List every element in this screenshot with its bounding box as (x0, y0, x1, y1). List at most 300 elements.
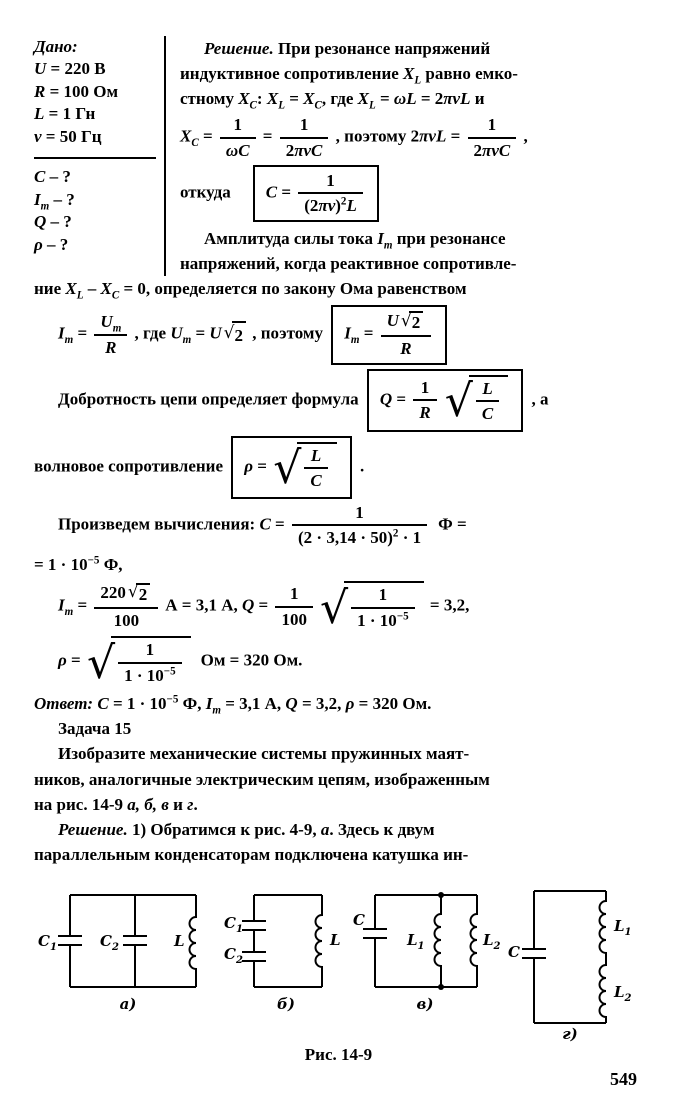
text-run: , а (527, 388, 549, 408)
given-value (34, 126, 156, 148)
superscript: −5 (163, 664, 176, 677)
label-c: C (507, 943, 520, 962)
text-run: 2 (138, 585, 148, 605)
math-var: I (205, 694, 213, 714)
subscript: L (414, 74, 422, 87)
math-var: C (34, 167, 46, 187)
label-l2: $L_2$ (613, 983, 632, 1005)
denominator (220, 139, 256, 161)
subscript: m (64, 334, 74, 347)
text-run: . (193, 794, 198, 814)
text-run: = 1 · 10 (108, 694, 167, 714)
radical-icon: √ (86, 638, 116, 690)
subscript: C (249, 99, 257, 112)
text-run: При резонансе напряжений (273, 39, 491, 58)
problem-15-section (34, 716, 643, 867)
label-l1: $L_1$ (613, 917, 632, 939)
text-run: равно емко- (421, 64, 518, 84)
text-run: = 0, определяется по закону Ома равенством (119, 278, 467, 298)
problem-text (34, 792, 643, 817)
text-run: = (73, 323, 92, 343)
solution-column (166, 36, 643, 276)
label-l1: $L_1$ (406, 931, 425, 953)
text-run: 100 (113, 610, 140, 630)
math-var: Q (242, 595, 255, 615)
figure-v-caption: в) (416, 995, 434, 1014)
subscript: C (111, 289, 120, 302)
text-run: = (73, 595, 92, 615)
text-run: – (83, 278, 101, 298)
given-box (34, 36, 166, 276)
math-var: ν (34, 126, 42, 146)
numerator (280, 115, 329, 139)
numerator (476, 379, 499, 403)
fraction (220, 115, 256, 160)
text-line (34, 817, 643, 842)
text-run: 1 (326, 170, 335, 190)
text-run: параллельным конденсаторам подключена катушка ин- (34, 845, 469, 865)
text-run: . Здесь к двум (329, 819, 435, 839)
text-run: : (256, 89, 267, 109)
subscript: m (64, 605, 74, 618)
formula-line (34, 503, 643, 548)
math-var: πνC (294, 141, 323, 161)
subscript: m (383, 239, 393, 252)
text-run: , где (130, 323, 171, 343)
fraction (94, 312, 127, 357)
text-run: при резонансе (392, 228, 506, 248)
label-c: C (352, 911, 365, 930)
formula-box (253, 165, 379, 222)
numerator (381, 311, 432, 337)
radicand (111, 636, 191, 687)
fraction (280, 115, 329, 160)
math-var: πνL (419, 126, 447, 146)
denominator (94, 609, 158, 631)
label-l: L (174, 932, 185, 951)
math-var: X (266, 89, 279, 109)
denominator (468, 139, 517, 161)
solution-main-section (34, 276, 643, 716)
subscript: m (182, 334, 192, 347)
fraction (468, 115, 517, 160)
text-run: , поэтому 2 (331, 126, 420, 146)
text-run: Задача 15 (58, 719, 132, 739)
fraction (94, 583, 158, 630)
math-var: L (482, 378, 493, 398)
text-run: – ? (46, 212, 72, 232)
formula-line (180, 165, 643, 222)
formula-box (367, 369, 523, 432)
numerator (292, 503, 427, 527)
math-var: Q (34, 212, 47, 232)
math-var: Решение. (58, 819, 128, 839)
label-c2: $C_2$ (100, 932, 119, 954)
text-run: 1 (378, 584, 388, 604)
text-run: 1 (420, 377, 430, 397)
math-var: I (344, 323, 351, 343)
answer-line (34, 691, 643, 716)
denominator (413, 401, 436, 423)
text-run: = (446, 126, 465, 146)
math-var: ρ (34, 234, 43, 254)
label-c1: $C_1$ (38, 932, 57, 954)
subscript: L (368, 99, 376, 112)
text-run: 1 (355, 502, 364, 522)
numerator (298, 171, 363, 195)
text-run: 1 (289, 583, 299, 603)
inductor-icon (190, 895, 197, 987)
math-var: ρ (244, 456, 254, 476)
math-var: R (419, 403, 431, 423)
text-run: = 3,2, (425, 595, 470, 615)
subscript: m (112, 322, 122, 335)
math-var: ωL (393, 89, 417, 109)
figure-a-caption: а) (119, 995, 137, 1014)
wire (375, 895, 477, 987)
text-run: 220 (100, 582, 126, 602)
subscript: m (40, 200, 50, 213)
math-var: ωC (225, 141, 250, 161)
text-run: индуктивное сопротивление (180, 64, 404, 84)
numerator (413, 378, 436, 402)
denominator (280, 139, 329, 161)
text-run: ников, аналогичные электрическим цепям, изображенным (34, 769, 490, 789)
denominator (476, 402, 499, 424)
fraction (304, 446, 327, 491)
formula-line (34, 581, 643, 635)
math-var: πν (318, 196, 336, 216)
numerator (220, 115, 256, 139)
math-var: C (265, 182, 278, 202)
superscript: −5 (166, 693, 179, 706)
math-var: Q (379, 388, 393, 408)
text-run: = 3,2, (297, 694, 346, 714)
superscript: −5 (87, 554, 100, 567)
text-run: = (270, 514, 289, 534)
label-c1: $C_1$ (224, 914, 244, 936)
text-run: а, б, в (127, 794, 169, 814)
label-l2: $L_2$ (482, 931, 501, 953)
subscript: L (76, 289, 84, 302)
math-var: R (105, 337, 117, 357)
text-run: 1 · 10 (357, 610, 397, 630)
math-var: L (310, 445, 322, 465)
given-title (34, 36, 156, 58)
label-c2: $C_2$ (224, 945, 244, 967)
text-run: = (198, 126, 217, 146)
text-run: и (168, 794, 188, 814)
text-line (180, 226, 643, 251)
text-run: Амплитуда силы тока (204, 228, 378, 248)
radicand (344, 581, 424, 632)
text-run: 1 · 10 (124, 665, 164, 685)
math-var: C (97, 694, 109, 714)
text-run: 2 (473, 141, 483, 161)
math-var: πνL (443, 89, 471, 109)
figure-g-caption: г) (562, 1025, 578, 1044)
text-run: = (253, 456, 272, 476)
text-run: = (258, 126, 277, 146)
text-run: = (277, 182, 296, 202)
math-var: U (386, 311, 399, 331)
text-run: = 1 Гн (44, 104, 96, 124)
inductor-icon (599, 891, 606, 1023)
text-line (34, 276, 643, 301)
text-run: 100 (281, 609, 307, 629)
math-var: I (34, 189, 41, 209)
text-run: (2 (304, 196, 319, 216)
text-run: Ф, (99, 554, 123, 574)
given-unknown (34, 211, 156, 233)
math-var: ρ (345, 694, 355, 714)
inductor-icon (316, 895, 323, 987)
math-var: C (481, 404, 494, 424)
math-var: I (58, 595, 65, 615)
formula-line (34, 636, 643, 690)
text-run: Ф, (178, 694, 206, 714)
radical-icon: √ (127, 582, 139, 603)
sqrt (445, 375, 509, 426)
circuit-figure-b (224, 881, 349, 1013)
numerator (118, 640, 182, 664)
text-run: = (191, 323, 210, 343)
given-value (34, 81, 156, 103)
text-run: Изобразите механические системы пружинных маят- (58, 744, 470, 764)
page-number: 549 (610, 1069, 637, 1089)
text-run: – ? (42, 234, 69, 254)
sqrt (224, 321, 246, 348)
text-line (180, 36, 643, 61)
circuit-b-labels (224, 914, 341, 1013)
math-var: X (238, 89, 250, 109)
subscript: L (278, 99, 285, 112)
text-run: Произведем вычисления: (58, 514, 260, 534)
math-var: R (400, 338, 412, 358)
circuit-g-labels (508, 917, 632, 1043)
sqrt (128, 583, 150, 605)
text-run: А = 3,1 А, (165, 595, 242, 615)
label-l: L (330, 931, 341, 950)
circuit-figure-g (506, 881, 641, 1043)
text-run: ние (34, 278, 66, 298)
radical-icon: √ (223, 323, 235, 344)
given-unknown (34, 166, 156, 188)
capacitor-icon (123, 895, 147, 987)
formula-line (34, 369, 643, 432)
problem-heading (34, 716, 643, 741)
given-value (34, 103, 156, 125)
numerator (94, 312, 127, 336)
text-run: 1 (487, 115, 497, 135)
problem-text (34, 767, 643, 792)
text-line (180, 86, 643, 111)
text-run: = 2 (416, 89, 444, 109)
fraction (118, 640, 182, 685)
text-run: г (187, 794, 194, 814)
text-run: – ? (49, 189, 75, 209)
inductor-icon (434, 895, 441, 987)
radical-icon: √ (400, 310, 412, 331)
math-var: X (357, 89, 369, 109)
math-var: C (259, 514, 271, 534)
text-run: стному (180, 89, 239, 109)
given-value (34, 58, 156, 80)
circuit-g-wires (522, 891, 606, 1023)
text-run: 1) Обратимся к рис. 4-9, (127, 819, 321, 839)
junction-dot (438, 984, 444, 990)
text-run: , поэтому (248, 323, 328, 343)
text-run: . (355, 456, 365, 476)
wire (254, 895, 322, 987)
capacitor-icon (242, 895, 266, 987)
text-run: = (66, 650, 85, 670)
fraction (298, 171, 363, 216)
math-var: ρ (58, 650, 67, 670)
superscript: 2 (392, 527, 399, 540)
text-run: = (254, 595, 273, 615)
given-divider (34, 157, 156, 159)
circuit-b-wires (242, 895, 322, 987)
text-run: , (519, 126, 528, 146)
numerator (351, 585, 415, 609)
denominator (94, 336, 127, 358)
sqrt (401, 311, 423, 333)
text-line (34, 552, 643, 577)
math-var: X (180, 126, 192, 146)
radicand (297, 442, 336, 493)
math-var: I (58, 323, 65, 343)
math-var: X (303, 89, 315, 109)
math-var: U (34, 59, 47, 79)
denominator (275, 608, 313, 630)
superscript: 2 (340, 195, 347, 208)
inductor-icon (470, 895, 477, 987)
denominator (118, 664, 182, 686)
math-var: Решение. (204, 39, 274, 58)
text-run: = (359, 323, 378, 343)
radicand (469, 375, 508, 426)
capacitor-icon (363, 895, 387, 987)
fraction (476, 379, 499, 424)
text-run: = (375, 89, 394, 109)
math-var: C (310, 471, 322, 491)
text-run: = 320 Ом. (354, 694, 432, 714)
text-run: откуда (180, 182, 231, 202)
denominator (381, 337, 432, 359)
capacitor-icon (58, 895, 82, 987)
denominator (298, 194, 363, 216)
text-run: напряжений, когда реактивное сопротивле- (180, 253, 517, 273)
circuit-figure-v (353, 881, 503, 1013)
subscript: m (212, 704, 221, 717)
text-run: = 1 · 10 (34, 554, 88, 574)
text-run: Добротность цепи определяет формула (58, 388, 363, 408)
math-var: Дано: (34, 37, 78, 56)
text-line (180, 61, 643, 86)
numerator (275, 584, 313, 608)
figure-row (34, 881, 643, 1043)
math-var: L (34, 104, 45, 124)
text-run: на рис. 14-9 (34, 794, 128, 814)
problem-text (34, 741, 643, 766)
text-run: = 50 Гц (41, 126, 102, 146)
text-run: = 220 В (46, 59, 106, 79)
math-var: Ответ: (34, 694, 94, 714)
text-line (180, 251, 643, 276)
fraction (413, 378, 436, 423)
radical-icon: √ (273, 443, 302, 495)
text-run: = (284, 89, 304, 109)
figure-caption: Рис. 14-9 (304, 1045, 373, 1065)
text-run: (2 · 3,14 · 50) (297, 528, 393, 548)
text-run: 2 (234, 326, 243, 346)
subscript: C (191, 137, 199, 150)
text-run: Ом = 320 Ом. (200, 650, 303, 670)
given-unknown (34, 234, 156, 256)
given-unknown (34, 189, 156, 211)
sqrt (273, 442, 337, 493)
math-var: а (320, 819, 330, 839)
math-var: X (65, 278, 77, 298)
math-var: I (377, 228, 384, 248)
numerator (468, 115, 517, 139)
junction-dot (438, 892, 444, 898)
math-var: L (346, 196, 357, 216)
formula-box (231, 436, 351, 499)
math-var: πνC (482, 141, 511, 161)
fraction (275, 584, 313, 629)
text-run: = 3,1 А, (220, 694, 286, 714)
formula-box (331, 305, 447, 364)
text-run: 1 (145, 640, 155, 660)
text-run: · 1 (398, 528, 422, 548)
figure-b-caption: б) (277, 995, 296, 1014)
math-var: U (170, 323, 183, 343)
numerator (94, 583, 158, 609)
denominator (304, 469, 327, 491)
text-run: , где (321, 89, 358, 109)
text-run: = (392, 388, 411, 408)
fraction (292, 503, 427, 548)
text-run: = 100 Ом (45, 81, 119, 101)
radical-icon: √ (319, 583, 349, 635)
capacitor-icon (522, 891, 546, 1023)
formula-line (34, 305, 643, 364)
math-var: U (209, 323, 222, 343)
denominator (292, 526, 427, 548)
sqrt (319, 581, 424, 635)
radical-icon: √ (444, 376, 473, 428)
numerator (304, 446, 327, 470)
text-run: и (470, 89, 485, 109)
text-run: волновое сопротивление (34, 456, 228, 476)
math-var: X (100, 278, 112, 298)
denominator (351, 609, 415, 631)
fraction (381, 311, 432, 358)
given-solution-section (34, 36, 643, 276)
math-var: R (34, 81, 46, 101)
fraction (351, 585, 415, 630)
text-run: Ф = (438, 514, 467, 534)
formula-line (34, 436, 643, 499)
subscript: C (314, 99, 322, 112)
text-run: 1 (299, 115, 309, 135)
text-run: 1 (233, 115, 242, 135)
text-run: – ? (45, 167, 71, 187)
circuit-figure-a (36, 881, 221, 1013)
text-run: 2 (285, 141, 295, 161)
